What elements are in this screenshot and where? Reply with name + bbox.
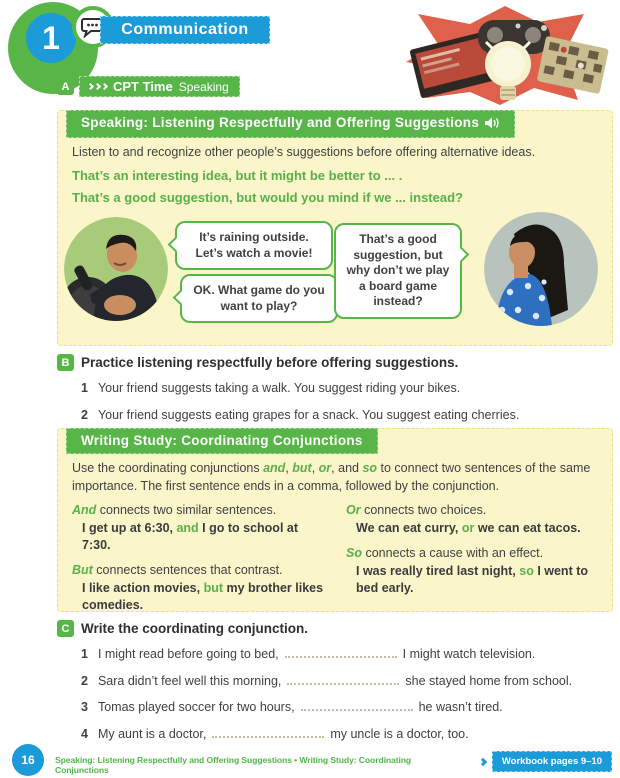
cpt-time-row <box>57 76 240 97</box>
bubble-tail <box>173 290 189 306</box>
item-text <box>98 726 469 744</box>
rule-word: So <box>346 546 362 561</box>
item-post-text: my uncle is a doctor, too. <box>330 726 469 741</box>
fill-in-item <box>81 673 613 691</box>
example-text: I go to school at 7:30. <box>82 521 299 553</box>
item-number: 2 <box>81 673 88 688</box>
item-text: Your friend suggests taking a walk. You suggest riding your bikes. <box>97 381 461 395</box>
item-number: 2 <box>81 407 88 422</box>
chevron-icon <box>101 83 108 90</box>
answer-blank[interactable] <box>301 700 413 711</box>
speaking-intro: Listen to and recognize other people’s suggestions before offering alternative ideas. <box>72 145 536 159</box>
item-pre-text: I might read before going to bed, <box>97 647 279 661</box>
rule-text: connects two choices. <box>360 503 487 518</box>
speech-bubble-1-text: It’s raining outside. Let’s watch a movie! <box>195 230 313 260</box>
rule-word: But <box>72 563 93 577</box>
section-b-badge: B <box>57 354 74 371</box>
speaking-box-title-text: Speaking: Listening Respectfully and Offering Suggestions <box>81 115 480 130</box>
exercise-item <box>81 407 613 425</box>
rule-or-example <box>356 520 598 537</box>
rule-word: Or <box>346 503 361 518</box>
boy-photo <box>64 217 168 321</box>
writing-right-column <box>346 503 598 614</box>
example-text: I went to bed early. <box>356 564 589 595</box>
item-number: 1 <box>81 647 88 661</box>
answer-blank[interactable] <box>287 674 399 685</box>
item-pre-text: Tomas played soccer for two hours, <box>97 700 295 714</box>
rule-so <box>346 546 598 560</box>
writing-left-column <box>72 503 324 614</box>
rule-but <box>72 563 324 577</box>
answer-blank[interactable] <box>212 727 324 738</box>
rule-and-example <box>82 520 324 554</box>
intro-text: , <box>285 461 293 475</box>
writing-study-intro <box>58 457 612 495</box>
conjunction-so: so <box>362 461 378 475</box>
unit-illustration <box>398 2 613 107</box>
writing-study-box <box>57 428 613 612</box>
example-text: I get up at 6:30, <box>82 521 177 536</box>
speaking-phrase-2: That’s a good suggestion, but would you mind if we ... instead? <box>72 190 463 206</box>
rule-but-example <box>82 580 324 614</box>
footer-lesson-titles: Speaking: Listening Respectfully and Offering Suggestions • Writing Study: Coordinating Conjunctions <box>55 755 412 775</box>
item-text <box>98 699 503 717</box>
speech-bubble-1 <box>175 221 333 270</box>
rule-text: connects sentences that contrast. <box>92 563 283 577</box>
page-number: 16 <box>12 744 44 776</box>
cpt-time-banner <box>79 76 240 97</box>
chevron-icon <box>479 757 487 765</box>
rule-text: connects two similar sentences. <box>96 503 277 518</box>
rule-so-example <box>356 563 598 597</box>
item-number: 3 <box>81 700 88 714</box>
rule-text: connects a cause with an effect. <box>361 546 544 561</box>
intro-text: , and <box>331 461 363 475</box>
answer-blank[interactable] <box>285 647 397 658</box>
section-b <box>57 354 613 424</box>
example-conjunction: or <box>461 521 475 536</box>
cpt-time-subtitle: Speaking <box>178 79 229 94</box>
speech-bubble-2 <box>180 274 338 323</box>
example-conjunction: but <box>203 581 224 595</box>
item-number: 4 <box>81 726 88 741</box>
item-text <box>98 646 535 664</box>
unit-number: 1 <box>26 13 76 63</box>
intro-text: to connect two sentences of the same importance. The first sentence ends in a comma, followed by the conjunction. <box>72 461 591 494</box>
rule-or <box>346 503 598 517</box>
fill-in-item <box>81 699 613 717</box>
speaking-box <box>57 110 613 346</box>
intro-text: Use the coordinating conjunctions <box>72 461 264 475</box>
speech-bubble-3-text: That’s a good suggestion, but why don’t we play a board game instead? <box>346 232 450 309</box>
speaking-phrase-1: That’s an interesting idea, but it might be better to ... . <box>72 168 403 184</box>
example-text: my brother likes comedies. <box>82 581 324 612</box>
item-pre-text: My aunt is a doctor, <box>97 726 207 741</box>
example-text: We can eat curry, <box>356 521 462 536</box>
item-number: 1 <box>81 381 88 395</box>
speech-bubble-3 <box>334 223 462 319</box>
item-post-text: she stayed home from school. <box>405 673 573 688</box>
section-c <box>57 620 613 743</box>
conjunction-or: or <box>318 461 332 475</box>
fill-in-item <box>81 726 613 744</box>
section-b-title: Practice listening respectfully before offering suggestions. <box>81 355 459 370</box>
item-post-text: I might watch television. <box>402 647 536 661</box>
bubble-tail <box>168 237 184 253</box>
rule-word: And <box>72 503 97 518</box>
page-title: Communication <box>100 16 270 44</box>
exercise-item <box>81 380 613 398</box>
fill-in-item <box>81 646 613 664</box>
conjunction-but: but <box>292 461 312 475</box>
item-pre-text: Sara didn’t feel well this morning, <box>97 673 282 688</box>
item-post-text: he wasn’t tired. <box>418 700 503 714</box>
example-text: we can eat tacos. <box>474 521 581 536</box>
intro-text: , <box>311 461 319 475</box>
conjunction-and: and <box>263 461 286 475</box>
bubble-tail <box>454 247 470 263</box>
writing-study-title: Writing Study: Coordinating Conjunctions <box>66 428 378 454</box>
item-text: Your friend suggests eating grapes for a snack. You suggest eating cherries. <box>97 407 520 422</box>
example-text: I like action movies, <box>82 581 204 595</box>
girl-photo <box>484 212 598 326</box>
item-text <box>98 673 572 691</box>
section-c-title: Write the coordinating conjunction. <box>81 621 308 636</box>
example-conjunction: and <box>176 521 199 536</box>
section-c-badge: C <box>57 620 74 637</box>
example-text: I was really tired last night, <box>356 564 520 579</box>
rule-and <box>72 503 324 517</box>
speaking-box-title <box>66 110 515 138</box>
workbook-pages-badge: Workbook pages 9–10 <box>492 751 612 772</box>
workbook-reference <box>480 751 612 772</box>
cpt-time-title: CPT Time <box>113 79 173 94</box>
example-conjunction: so <box>519 564 534 579</box>
section-a-badge: A <box>57 78 74 95</box>
speech-bubble-2-text: OK. What game do you want to play? <box>193 283 325 313</box>
audio-speaker-icon <box>485 117 500 132</box>
